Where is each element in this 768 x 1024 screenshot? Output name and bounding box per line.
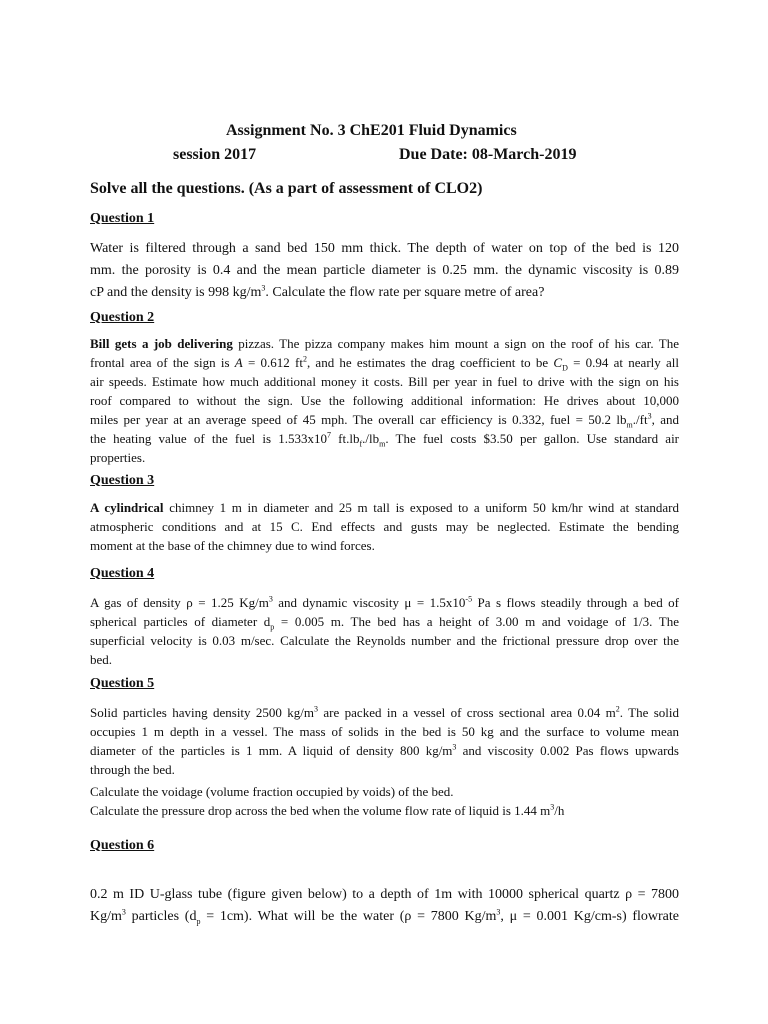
question-3-text xyxy=(90,498,679,555)
text-line: properties. xyxy=(90,450,146,465)
text-line: moment at the base of the chimney due to wind forces. xyxy=(90,538,375,553)
text-line: Water is filtered through a sand bed 150 mm thick. The depth of water on top of the bed is 120 xyxy=(90,241,679,256)
text-line: Bill gets a job delivering pizzas. The pizza company makes him mount a sign on the roof of his car. The xyxy=(90,336,679,351)
text-line: cP and the density is 998 $kg/m^3$. Calculate the flow rate per square metre of area? xyxy=(90,283,545,300)
text-line: miles per year at an average speed of 45 mph. The overall car efficiency is 0.332, fuel = 50.2 $lb_m./ft^3$, and xyxy=(90,411,679,430)
text-line: frontal area of the sign is A = 0.612 $ft^2$, and he estimates the drag coefficient to be $C_D = 0.94$ at nearly all xyxy=(90,354,679,373)
text-line: superficial velocity is 0.03 m/sec. Calculate the Reynolds number and the frictional pressure drop over the xyxy=(90,633,679,648)
text-line: atmospheric conditions and at 15 C. End effects and gusts may be neglected. Estimate the bending xyxy=(90,519,679,534)
question-2-text xyxy=(90,334,679,467)
question-3-heading: Question 3 xyxy=(90,473,155,488)
text-line: 0.2 m ID U-glass tube (figure given below) to a depth of 1m with 10000 spherical quartz ρ = 7800 xyxy=(90,887,679,902)
question-5-text xyxy=(90,703,679,779)
text-line: $Kg/m^3$ particles $(d_p = 1cm)$. What will be the water (ρ = 7800 $Kg/m^3$, μ = 0.001 Kg/cm-s) flowrate xyxy=(90,907,679,926)
question-4-text xyxy=(90,593,679,669)
assignment-title: Assignment No. 3 ChE201 Fluid Dynamics xyxy=(226,122,517,139)
due-date: Due Date: 08-March-2019 xyxy=(399,146,577,163)
question-6-heading: Question 6 xyxy=(90,838,155,853)
text-line: diameter of the particles is 1 mm. A liquid of density 800 $kg/m^3$ and viscosity 0.002 Pas flows upwards xyxy=(90,742,679,758)
question-2-heading: Question 2 xyxy=(90,310,155,325)
text-line: A cylindrical chimney 1 m in diameter and 25 m tall is exposed to a uniform 50 km/hr wind at standard xyxy=(90,500,679,515)
text-line: spherical particles of diameter $d_p = 0.005$ m. The bed has a height of 3.00 m and voidage of 1/3. The xyxy=(90,614,679,632)
instruction-heading: Solve all the questions. (As a part of assessment of CLO2) xyxy=(90,180,483,197)
question-5-task-2: Calculate the pressure drop across the bed when the volume flow rate of liquid is 1.44 $m^3/h$ xyxy=(90,802,565,818)
question-4-heading: Question 4 xyxy=(90,566,155,581)
question-1-text xyxy=(90,238,679,304)
question-5-heading: Question 5 xyxy=(90,676,155,691)
text-line: mm. the porosity is 0.4 and the mean particle diameter is 0.25 mm. the dynamic viscosity is 0.89 xyxy=(90,263,679,278)
text-line: through the bed. xyxy=(90,762,175,777)
text-line: roof compared to without the sign. Use the following additional information: He drives about 10,000 xyxy=(90,393,679,408)
text-line: Solid particles having density 2500 $kg/m^3$ are packed in a vessel of cross sectional area 0.04 $m^2$. The solid xyxy=(90,704,679,720)
text-line: A gas of density ρ = 1.25 $Kg/m^3$ and dynamic viscosity $\mu = 1.5x10^{-5}$ Pa s flows steadily through a bed of xyxy=(90,594,680,610)
question-5-task-1: Calculate the voidage (volume fraction occupied by voids) of the bed. xyxy=(90,784,454,799)
text-line: air speeds. Estimate how much additional money it costs. Bill per year in fuel to drive with the sign on his xyxy=(90,374,679,389)
question-1-heading: Question 1 xyxy=(90,211,155,226)
text-line: bed. xyxy=(90,652,113,667)
text-line: occupies 1 m depth in a vessel. The mass of solids in the bed is 50 kg and the surface to volume mean xyxy=(90,724,679,739)
text-line: the heating value of the fuel is $1.533x10^7$ $ft.lb_f./lb_m$. The fuel costs $3.50 per gallon. Use standard air xyxy=(90,430,680,449)
session-label: session 2017 xyxy=(173,146,257,163)
question-6-text xyxy=(90,884,679,928)
